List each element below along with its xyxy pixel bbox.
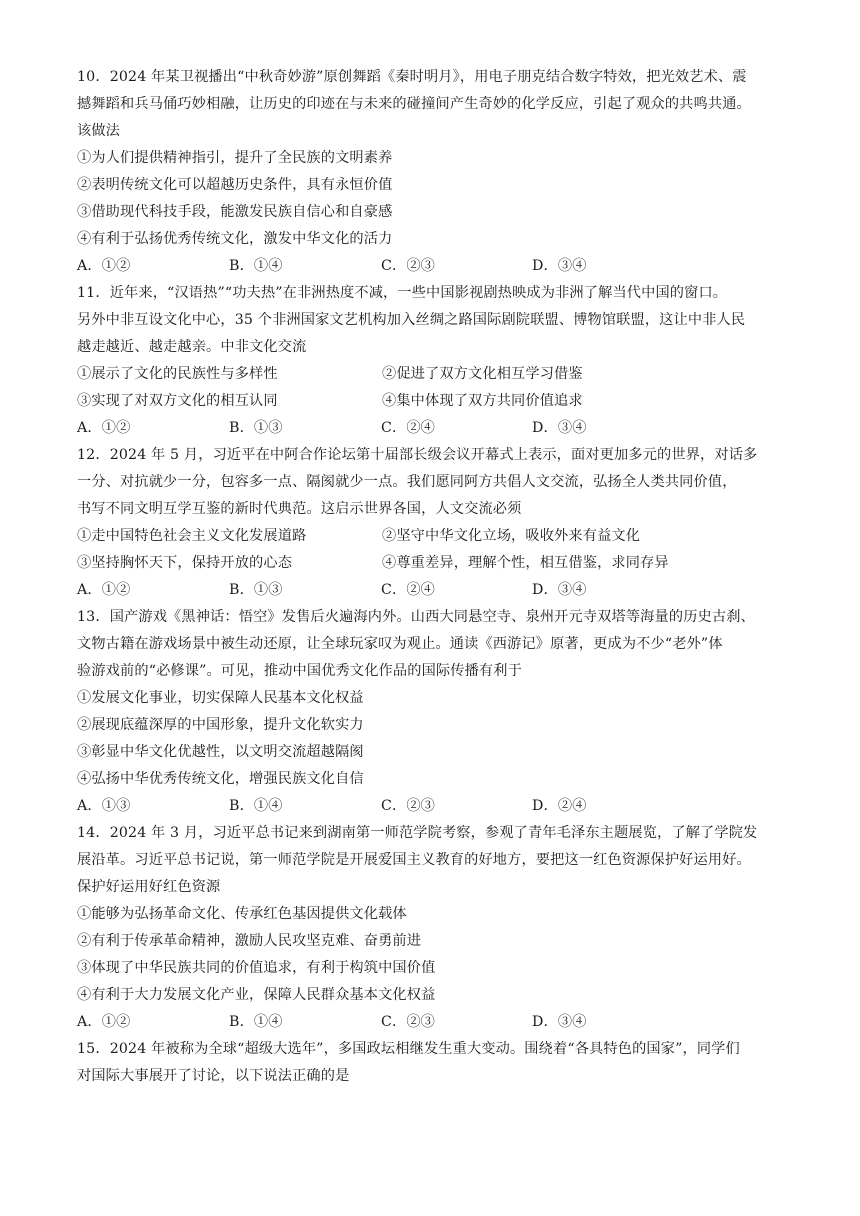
statement-item: ①发展文化事业，切实保障人民基本文化权益 xyxy=(77,690,364,706)
option-b: B．①④ xyxy=(229,798,283,814)
option-d: D．③④ xyxy=(532,420,587,436)
question-stem-line: 越走越近、越走越亲。中非文化交流 xyxy=(77,339,307,355)
option-b: B．①③ xyxy=(229,420,283,436)
option-a: A．①② xyxy=(77,582,131,598)
statement-row xyxy=(77,523,787,550)
statement-item: ②表明传统文化可以超越历史条件，具有永恒价值 xyxy=(77,177,393,193)
answer-options xyxy=(77,415,787,442)
question-stem-line: 一分、对抗就少一分，包容多一点、隔阂就少一点。我们愿同阿方共倡人文交流，弘扬全人类共同价值， xyxy=(77,474,737,490)
question-stem-line: 14．2024 年 3 月，习近平总书记来到湖南第一师范学院考察，参观了青年毛泽东主题展览，了解了学院发 xyxy=(77,825,758,841)
question-11 xyxy=(77,280,787,442)
question-10 xyxy=(77,64,787,280)
statement-item: ①展示了文化的民族性与多样性 xyxy=(77,366,278,382)
statement-item: ①能够为弘扬革命文化、传承红色基因提供文化载体 xyxy=(77,906,407,922)
option-d: D．②④ xyxy=(532,798,587,814)
question-stem-line: 12．2024 年 5 月，习近平在中阿合作论坛第十届部长级会议开幕式上表示，面对更加多元的世界，对话多 xyxy=(77,447,758,463)
statement-item: ④有利于弘扬优秀传统文化，激发中华文化的活力 xyxy=(77,231,393,247)
question-12 xyxy=(77,442,787,604)
statement-item: ④弘扬中华优秀传统文化，增强民族文化自信 xyxy=(77,771,364,787)
question-13 xyxy=(77,604,787,820)
option-a: A．①② xyxy=(77,420,131,436)
question-stem-line: 展沿革。习近平总书记说，第一师范学院是开展爱国主义教育的好地方，要把这一红色资源保护好运用好。 xyxy=(77,852,751,868)
statement-row xyxy=(77,361,787,388)
option-a: A．①② xyxy=(77,258,131,274)
question-stem-line: 10．2024 年某卫视播出“中秋奇妙游”原创舞蹈《秦时明月》，用电子朋克结合数字特效，把光效艺术、震 xyxy=(77,69,747,85)
question-14 xyxy=(77,820,787,1036)
question-stem-line: 撼舞蹈和兵马俑巧妙相融，让历史的印迹在与未来的碰撞间产生奇妙的化学反应，引起了观众的共鸣共通。 xyxy=(77,96,751,112)
option-c: C．②③ xyxy=(381,258,436,274)
question-stem-line: 验游戏前的“必修课”。可见，推动中国优秀文化作品的国际传播有利于 xyxy=(77,663,522,679)
question-stem-line: 13．国产游戏《黑神话：悟空》发售后火遍海内外。山西大同悬空寺、泉州开元寺双塔等海量的历史古刹、 xyxy=(77,609,755,625)
option-c: C．②④ xyxy=(381,582,436,598)
question-stem-line: 对国际大事展开了讨论，以下说法正确的是 xyxy=(77,1068,350,1084)
question-15 xyxy=(77,1036,787,1090)
statement-item: ③彰显中华文化优越性，以文明交流超越隔阂 xyxy=(77,744,364,760)
question-stem-line: 另外中非互设文化中心，35 个非洲国家文艺机构加入丝绸之路国际剧院联盟、博物馆联盟，这让中非人民 xyxy=(77,312,746,328)
statement-item: ①走中国特色社会主义文化发展道路 xyxy=(77,528,307,544)
answer-options xyxy=(77,793,787,820)
statement-row xyxy=(77,388,787,415)
question-stem-line: 15．2024 年被称为全球“超级大选年”，多国政坛相继发生重大变动。围绕着“各具特色的国家”，同学们 xyxy=(77,1041,740,1057)
statement-item: ②有利于传承革命精神，激励人民攻坚克难、奋勇前进 xyxy=(77,933,422,949)
option-d: D．③④ xyxy=(532,1014,587,1030)
option-d: D．③④ xyxy=(532,582,587,598)
statement-item: ④有利于大力发展文化产业，保障人民群众基本文化权益 xyxy=(77,987,436,1003)
statement-item: ③借助现代科技手段，能激发民族自信心和自豪感 xyxy=(77,204,393,220)
option-a: A．①② xyxy=(77,1014,131,1030)
answer-options xyxy=(77,253,787,280)
option-c: C．②④ xyxy=(381,420,436,436)
question-stem-line: 该做法 xyxy=(77,123,121,139)
answer-options xyxy=(77,1009,787,1036)
answer-options xyxy=(77,577,787,604)
option-c: C．②③ xyxy=(381,798,436,814)
statement-item: ④尊重差异，理解个性，相互借鉴，求同存异 xyxy=(382,555,669,571)
option-a: A．①③ xyxy=(77,798,131,814)
question-list xyxy=(77,64,787,1090)
statement-item: ②坚守中华文化立场，吸收外来有益文化 xyxy=(382,528,641,544)
statement-item: ④集中体现了双方共同价值追求 xyxy=(382,393,583,409)
question-stem-line: 文物古籍在游戏场景中被生动还原，让全球玩家叹为观止。通读《西游记》原著，更成为不少“老外”体 xyxy=(77,636,723,652)
statement-row xyxy=(77,550,787,577)
statement-item: ③实现了对双方文化的相互认同 xyxy=(77,393,278,409)
question-stem-line: 保护好运用好红色资源 xyxy=(77,879,221,895)
statement-item: ②展现底蕴深厚的中国形象，提升文化软实力 xyxy=(77,717,364,733)
option-b: B．①④ xyxy=(229,258,283,274)
question-stem-line: 11．近年来，“汉语热”“功夫热”在非洲热度不减，一些中国影视剧热映成为非洲了解当代中国的窗口。 xyxy=(77,285,728,301)
question-stem-line: 书写不同文明互学互鉴的新时代典范。这启示世界各国，人文交流必须 xyxy=(77,501,522,517)
statement-item: ③坚持胸怀天下，保持开放的心态 xyxy=(77,555,293,571)
option-b: B．①④ xyxy=(229,1014,283,1030)
option-b: B．①③ xyxy=(229,582,283,598)
statement-item: ①为人们提供精神指引，提升了全民族的文明素养 xyxy=(77,150,393,166)
option-d: D．③④ xyxy=(532,258,587,274)
statement-item: ③体现了中华民族共同的价值追求，有利于构筑中国价值 xyxy=(77,960,436,976)
option-c: C．②③ xyxy=(381,1014,436,1030)
statement-item: ②促进了双方文化相互学习借鉴 xyxy=(382,366,583,382)
